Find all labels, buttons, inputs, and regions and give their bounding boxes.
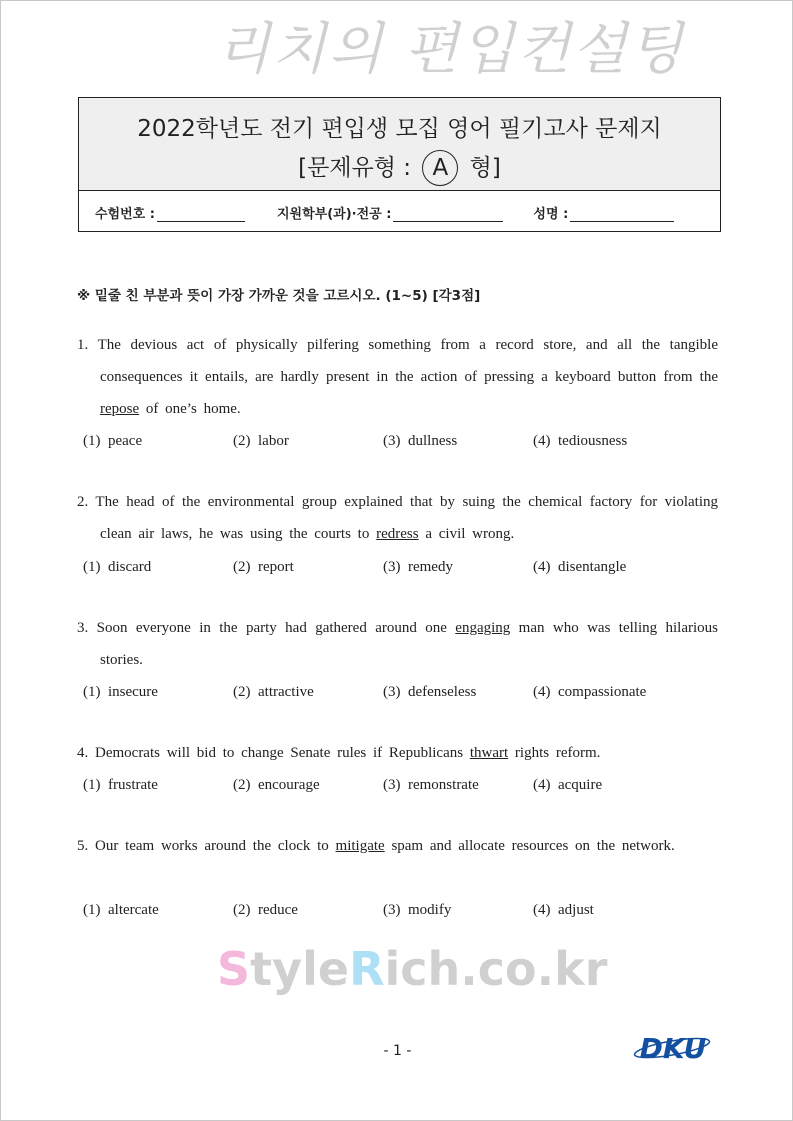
option: (4) acquire — [533, 777, 603, 793]
underlined-word: repose — [100, 401, 140, 417]
option: (2) report — [233, 559, 294, 575]
option: (2) labor — [233, 433, 289, 449]
page-number: - 1 - — [383, 1043, 412, 1059]
underlined-word: engaging — [455, 620, 511, 636]
option: (3) remonstrate — [383, 777, 479, 793]
exam-number-field — [95, 203, 245, 222]
name-blank[interactable] — [570, 207, 674, 222]
options-2 — [83, 559, 683, 576]
name-field — [533, 203, 674, 222]
option: (1) frustrate — [83, 777, 158, 793]
option: (3) defenseless — [383, 684, 477, 700]
exam-number-blank[interactable] — [157, 207, 245, 222]
option: (1) peace — [83, 433, 143, 449]
option: (4) tediousness — [533, 433, 628, 449]
header-box — [78, 97, 721, 232]
underlined-word: redress — [376, 526, 419, 542]
exam-type — [79, 149, 720, 186]
watermark-site — [217, 941, 607, 997]
department-blank[interactable] — [393, 207, 503, 222]
wm-rest: ich.co.kr — [384, 942, 608, 996]
option: (4) disentangle — [533, 559, 627, 575]
field-label: 지원학부(과)·전공 : — [276, 206, 392, 222]
question-3: 3. Soon everyone in the party had gathered around one engaging man who was telling hilarious stories. — [77, 620, 718, 668]
exam-title: 2022학년도 전기 편입생 모집 영어 필기고사 문제지 — [137, 116, 662, 142]
option: (1) discard — [83, 559, 152, 575]
question-4: 4. Democrats will bid to change Senate rules if Republicans thwart rights reform. — [77, 745, 601, 761]
wm-s: S — [217, 942, 251, 996]
underlined-word: mitigate — [335, 838, 385, 854]
question-5: 5. Our team works around the clock to mitigate spam and allocate resources on the network. — [77, 838, 675, 854]
options-3 — [83, 684, 683, 701]
option: (2) reduce — [233, 902, 298, 918]
field-label: 성명 : — [533, 206, 569, 222]
field-label: 수험번호 : — [95, 206, 155, 222]
option: (1) altercate — [83, 902, 159, 918]
department-field — [277, 203, 503, 222]
option: (2) attractive — [233, 684, 314, 700]
option: (3) modify — [383, 902, 452, 918]
dku-logo — [633, 1031, 711, 1063]
option: (4) adjust — [533, 902, 594, 918]
question-2: 2. The head of the environmental group explained that by suing the chemical factory for violating clean air laws, he was using the courts to redress a civil wrong. — [77, 494, 718, 542]
option: (3) remedy — [383, 559, 453, 575]
option: (3) dullness — [383, 433, 458, 449]
option: (1) insecure — [83, 684, 158, 700]
options-5 — [83, 902, 683, 919]
option: (2) encourage — [233, 777, 320, 793]
option: (4) compassionate — [533, 684, 647, 700]
underlined-word: thwart — [469, 745, 509, 761]
type-circle: A — [422, 150, 458, 186]
wm-r: R — [349, 942, 385, 996]
watermark-handwritten: 리치의 편입컨설팅 — [216, 17, 685, 82]
type-suffix: 형] — [469, 155, 501, 181]
type-label: [문제유형 : — [298, 155, 412, 181]
question-1: 1. The devious act of physically pilfering something from a record store, and all the tangible consequences it entails, are hardly present in the action of pressing a keyboard button from the repose of one’s home. — [77, 337, 718, 417]
options-4 — [83, 777, 683, 794]
options-1 — [83, 433, 683, 450]
instruction: ※ 밑줄 친 부분과 뜻이 가장 가까운 것을 고르시오. (1~5) [각3점] — [77, 288, 481, 304]
wm-tyle: tyle — [250, 942, 350, 996]
svg-text:DKU: DKU — [639, 1032, 707, 1063]
